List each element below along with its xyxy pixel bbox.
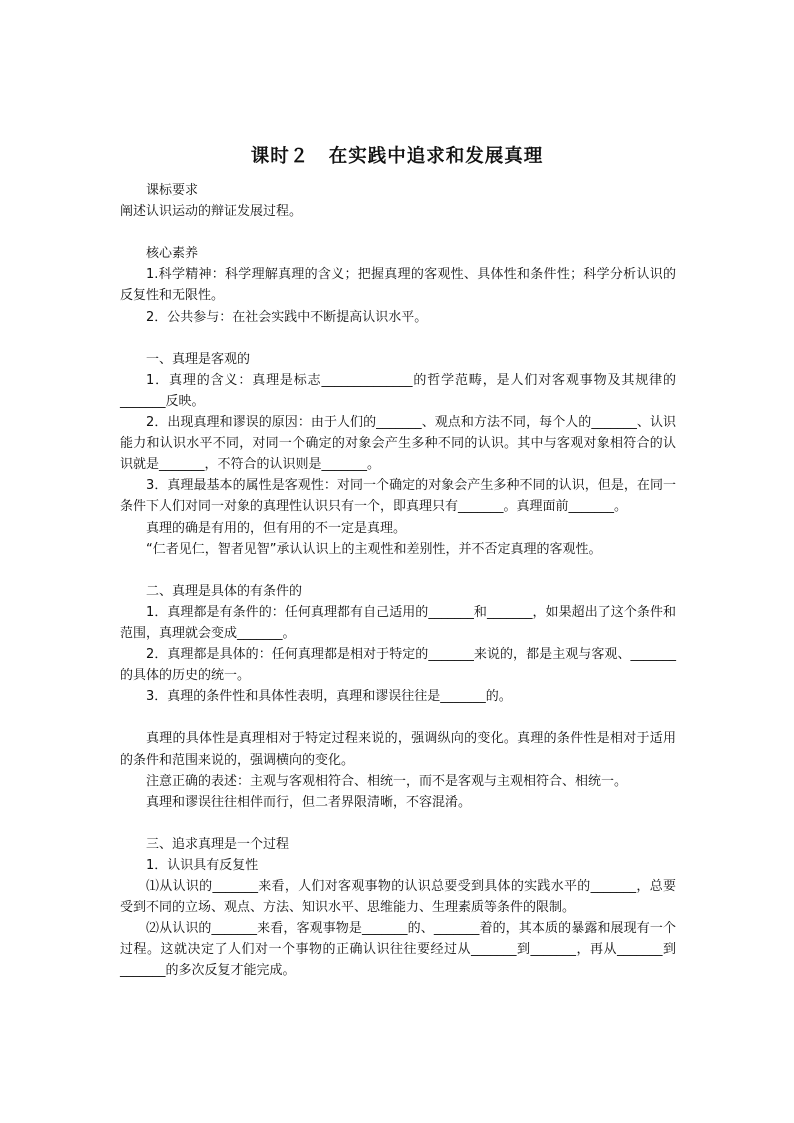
section-2-note-2: 注意正确的表述：主观与客观相符合、相统一，而不是客观与主观相符合、相统一。 [146, 773, 628, 789]
curriculum-paragraph: 阐述认识运动的辩证发展过程。 [120, 204, 303, 220]
section-2-item-3: 3．真理的条件性和具体性表明，真理和谬误往往是_______的。 [146, 689, 512, 705]
section-1-note-2: “仁者见仁，智者见智”承认认识上的主观性和差别性，并不否定真理的客观性。 [146, 541, 602, 557]
document-body [120, 180, 676, 982]
core-literacy-item-1: 1.科学精神：科学理解真理的含义；把握真理的客观性、具体性和条件性；科学分析认识的反复性和无限性。 [120, 267, 676, 304]
section-1-item-3: 3．真理最基本的属性是客观性：对同一个确定的对象会产生多种不同的认识，但是，在同一条件下人们对同一对象的真理性认识只有一个，即真理只有_______。真理面前_______。 [120, 478, 676, 515]
section-heading-3: 三、追求真理是一个过程 [146, 836, 290, 852]
spacer [120, 707, 676, 728]
section-2-item-1: 1．真理都是有条件的：任何真理都有自己适用的_______和_______，如果超出了这个条件和范围，真理就会变成_______。 [120, 604, 676, 641]
section-heading-2: 二、真理是具体的有条件的 [146, 583, 303, 599]
section-1-item-2: 2．出现真理和谬误的原因：由于人们的_______、观点和方法不同，每个人的_______、认识能力和认识水平不同，对同一个确定的对象会产生多种不同的认识。其中与客观对象相符合的认识就是_______，不符合的认识则是_______。 [120, 415, 676, 473]
section-1-item-1: 1．真理的含义：真理是标志______________的哲学范畴，是人们对客观事物及其规律的_______反映。 [120, 372, 676, 409]
section-heading-curriculum: 课标要求 [146, 183, 199, 198]
section-3-item-1: ⑴从认识的_______来看，人们对客观事物的认识总要受到具体的实践水平的_______，总要受到不同的立场、观点、方法、知识水平、思维能力、生理素质等条件的限制。 [120, 879, 676, 916]
section-heading-core-literacy: 核心素养 [146, 246, 199, 262]
section-3-item-2: ⑵从认识的_______来看，客观事物是_______的、_______着的，其本质的暴露和展现有一个过程。这就决定了人们对一个事物的正确认识往往要经过从_______到_______，再从_______到_______的多次反复才能完成。 [120, 921, 676, 979]
section-heading-1: 一、真理是客观的 [146, 351, 251, 367]
spacer [120, 328, 676, 349]
spacer [120, 813, 676, 834]
section-2-note-1: 真理的具体性是真理相对于特定过程来说的，强调纵向的变化。真理的条件性是相对于适用的条件和范围来说的，强调横向的变化。 [120, 731, 676, 768]
section-2-item-2: 2．真理都是具体的：任何真理都是相对于特定的_______来说的，都是主观与客观、_______的具体的历史的统一。 [120, 647, 676, 684]
section-3-subheading: 1．认识具有反复性 [146, 858, 259, 873]
core-literacy-item-2: 2．公共参与：在社会实践中不断提高认识水平。 [146, 309, 428, 325]
section-1-note-1: 真理的确是有用的，但有用的不一定是真理。 [146, 520, 407, 536]
section-2-note-3: 真理和谬误往往相伴而行，但二者界限清晰，不容混淆。 [146, 794, 472, 810]
spacer [120, 560, 676, 581]
page-title: 课时２ 在实践中追求和发展真理 [250, 146, 544, 167]
spacer [120, 222, 676, 243]
